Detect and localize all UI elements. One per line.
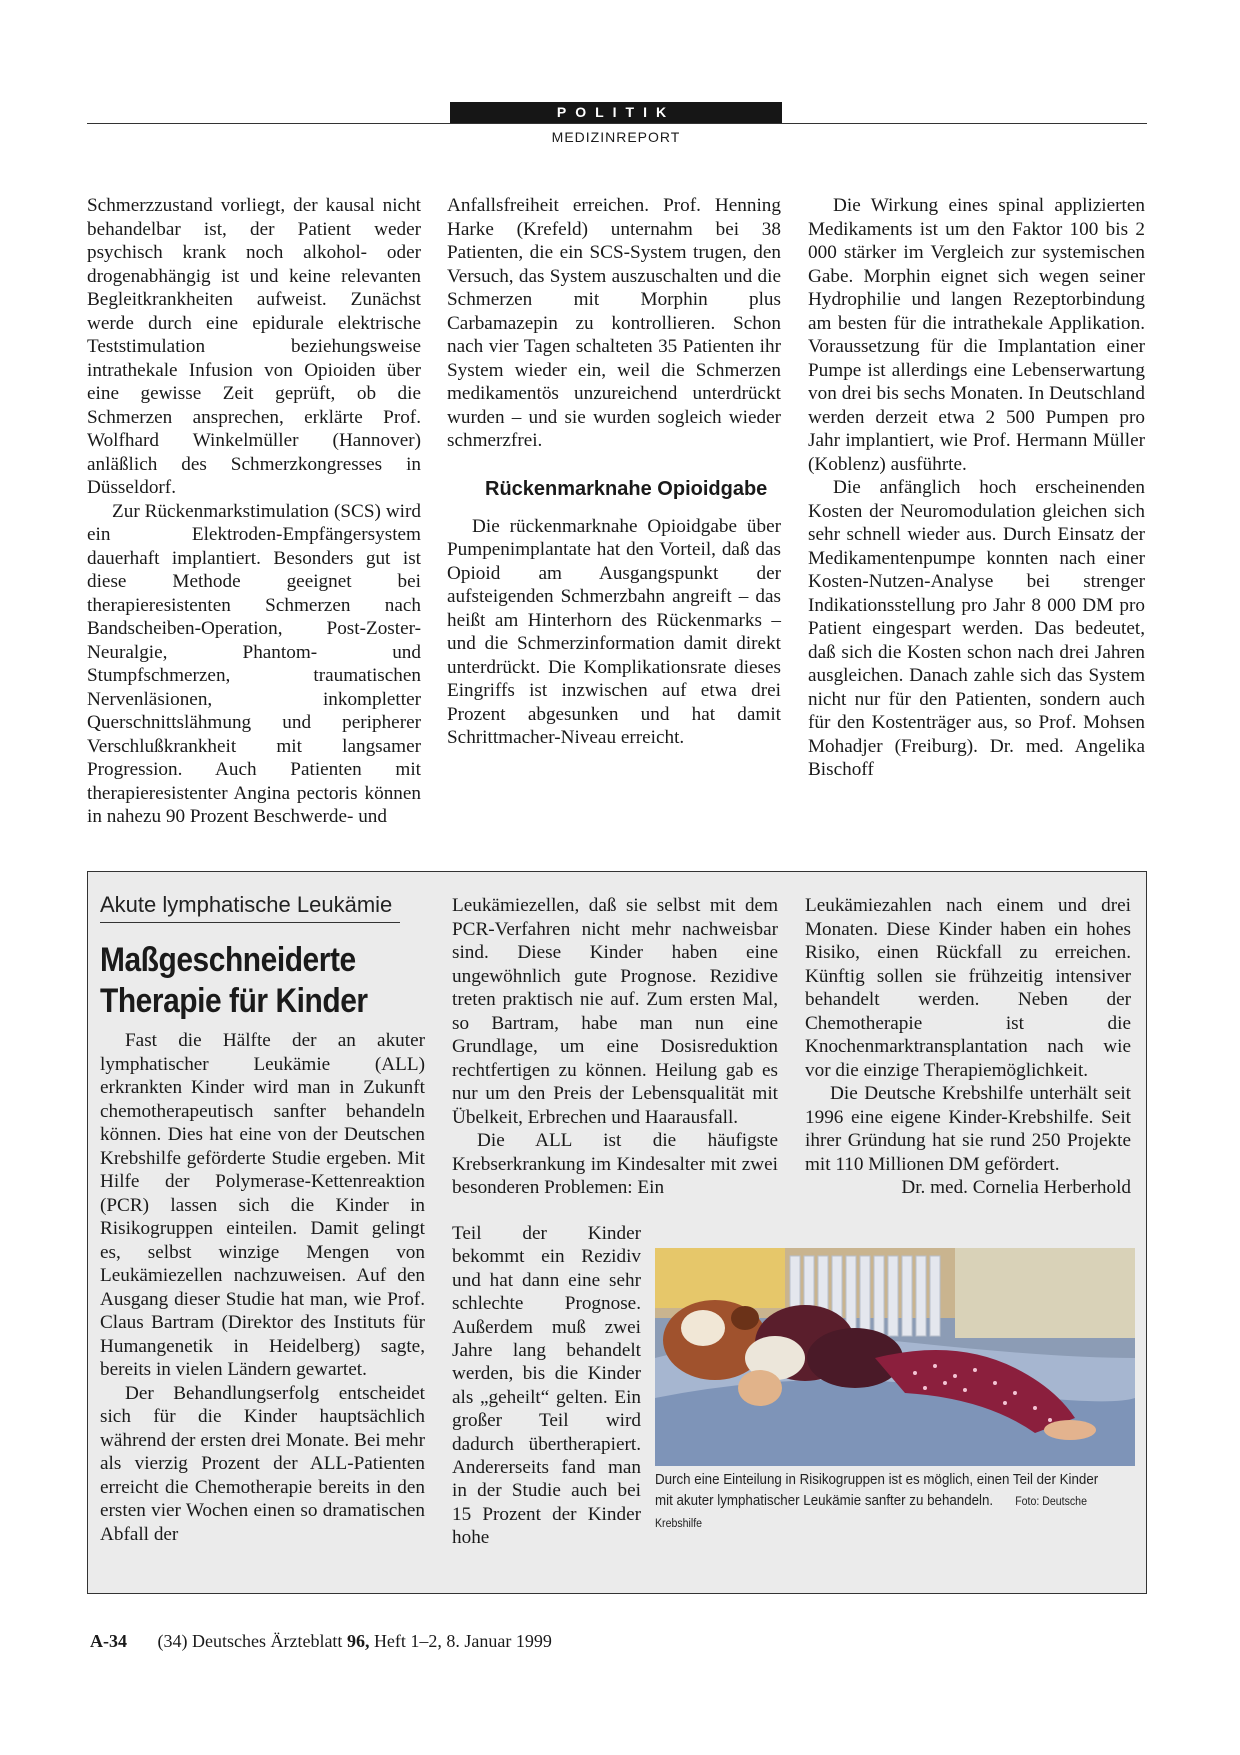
box-kicker: Akute lymphatische Leukämie <box>100 892 400 923</box>
box-headline <box>100 940 390 1022</box>
box-column-2 <box>452 894 778 1200</box>
paragraph: Der Behandlungserfolg entscheidet sich für die Kinder hauptsächlich während der ersten drei Monate. Bei mehr als vierzig Prozent der ALL-Patienten erreicht die Chemotherapie bereits in den ersten vier Wochen einen so dramatischen Abfall der <box>100 1382 425 1545</box>
box-column-2-narrow <box>452 1222 641 1550</box>
photo-credit: Foto: Deutsche Krebshilfe <box>655 1496 1087 1530</box>
section-label: POLITIK <box>450 102 782 123</box>
paragraph: Die Wirkung eines spinal applizierten Medikaments ist um den Faktor 100 bis 2 000 stärker im Vergleich zur systemischen Gabe. Morphin eignet sich wegen seiner Hydrophilie und langen Rezeptorbindung am besten für die intrathekale Applikation. Voraussetzung für die Implantation einer Pumpe ist allerdings eine Lebenserwartung von drei bis sechs Monaten. In Deutschland werden derzeit etwa 2 500 Pumpen pro Jahr implantiert, wie Prof. Hermann Müller (Koblenz) ausführte. <box>808 195 1145 475</box>
paragraph: Leukämiezahlen nach einem und drei Monaten. Diese Kinder haben ein hohes Risiko, einen Rückfall zu erreichen. Künftig sollen sie frühzeitig intensiver behandelt werden. Neben der Chemotherapie ist die Knochenmarktransplantation nach wie vor die einzige Therapiemöglichkeit. <box>805 895 1131 1081</box>
footer-issue: Heft 1–2, 8. Januar 1999 <box>373 1631 552 1651</box>
subsection-label: MEDIZINREPORT <box>551 129 681 145</box>
headline-line: Maßgeschneiderte <box>100 941 356 979</box>
article-column-1 <box>87 194 421 829</box>
footer-journal: (34) Deutsches Ärzteblatt <box>157 1631 343 1651</box>
page-number: A-34 <box>90 1631 127 1651</box>
header-rule <box>87 123 1147 124</box>
caption-text: Durch eine Einteilung in Risikogruppen ist es möglich, einen Teil der Kinder mit akuter lymphatischer Leukämie sanfter zu behandeln. <box>655 1472 1099 1509</box>
photo-illustration <box>655 1248 1135 1466</box>
headline-line: Therapie für Kinder <box>100 982 368 1020</box>
paragraph: Schmerzzustand vorliegt, der kausal nicht behandelbar ist, der Patient weder psychisch krank noch alkohol- oder drogenabhängig ist und keine relevanten Begleitkrankheiten aufweist. Zunächst werde durch eine epidurale elektrische Teststimulation beziehungsweise intrathekale Infusion von Opioiden über eine gewisse Zeit geprüft, ob die Schmerzen ansprechen, erklärte Prof. Wolfhard Winkelmüller (Hannover) anläßlich des Schmerzkongresses in Düsseldorf. <box>87 195 421 498</box>
subheading: Rückenmarknahe Opioidgabe <box>485 477 768 500</box>
paragraph: Die Deutsche Krebshilfe unterhält seit 1996 eine eigene Kinder-Krebshilfe. Seit ihrer Gründung hat sie rund 250 Projekte mit 110 Millionen DM gefördert. <box>805 1083 1131 1175</box>
page-footer <box>90 1631 552 1652</box>
paragraph: Teil der Kinder bekommt ein Rezidiv und hat dann eine sehr schlechte Prognose. Außerdem muß zwei Jahre lang behandelt werden, bis die Kinder als „geheilt“ gelten. Ein großer Teil wird dadurch übertherapiert. Andererseits fand man in der Studie auch bei 15 Prozent der Kinder hohe <box>452 1223 641 1549</box>
signature: Dr. med. Cornelia Herberhold <box>901 1177 1131 1198</box>
photo-sleeping-child <box>655 1248 1135 1466</box>
footer-volume: 96, <box>346 1631 370 1651</box>
box-column-1 <box>100 1029 425 1546</box>
paragraph: Die anfänglich hoch erscheinenden Kosten der Neuromodulation gleichen sich sehr schnell wieder aus. Durch Einsatz der Medikamentenpumpe konnten nach einer Kosten-Nutzen-Analyse bei strenger Indikationsstellung pro Jahr 8 000 DM pro Patient eingespart werden. Das bedeutet, daß sich die Kosten schon nach drei Jahren ausgleichen. Danach zahle sich das System nicht nur für den Patienten, sondern auch für den Kostenträger aus, so Prof. Mohsen Mohadjer (Freiburg). Dr. med. Angelika Bischoff <box>808 477 1145 780</box>
paragraph: Zur Rückenmarkstimulation (SCS) wird ein Elektroden-Empfängersystem dauerhaft implantiert. Besonders gut ist diese Methode geeignet bei therapieresistenten Schmerzen nach Bandscheiben-Operation, Post-Zoster-Neuralgie, Phantom- und Stumpfschmerzen, traumatischen Nervenläsionen, inkompletter Querschnittslähmung und peripherer Verschlußkrankheit mit langsamer Progression. Auch Patienten mit therapieresistenter Angina pectoris können in nahezu 90 Prozent Beschwerde- und <box>87 500 421 827</box>
photo-caption <box>655 1470 1098 1535</box>
box-column-3 <box>805 894 1131 1200</box>
article-column-2 <box>447 194 781 750</box>
paragraph: Fast die Hälfte der an akuter lymphatischer Leukämie (ALL) erkrankten Kinder wird man in Zukunft chemotherapeutisch sanfter behandeln können. Dies hat eine von der Deutschen Krebshilfe geförderte Studie ergeben. Mit Hilfe der Polymerase-Kettenreaktion (PCR) lassen sich die Kinder in Risikogruppen einteilen. Damit gelingt es, selbst winzige Mengen von Leukämiezellen nachzuweisen. Auf den Ausgang dieser Studie hat man, wie Prof. Claus Bartram (Direktor des Instituts für Humangenetik in Heidelberg) sagte, bereits in vielen Ländern gewartet. <box>100 1030 425 1380</box>
article-column-3 <box>808 194 1145 782</box>
paragraph: Leukämiezellen, daß sie selbst mit dem PCR-Verfahren nicht mehr nachweisbar sind. Diese Kinder haben eine ungewöhnlich gute Prognose. Rezidive treten praktisch nie auf. Zum ersten Mal, so Bartram, habe man nun eine Grundlage, um eine Dosisreduktion rechtfertigen zu können. Heilung gab es nur um den Preis der Lebensqualität mit Übelkeit, Erbrechen und Haarausfall. <box>452 895 778 1128</box>
paragraph: Anfallsfreiheit erreichen. Prof. Henning Harke (Krefeld) unternahm bei 38 Patienten, die ein SCS-System trugen, den Versuch, das System auszuschalten und die Schmerzen mit Morphin plus Carbamazepin zu kontrollieren. Schon nach vier Tagen schalteten 35 Patienten ihr System wieder ein, weil die Schmerzen medikamentös unzureichend unterdrückt wurden – und sie wurden sogleich wieder schmerzfrei. <box>447 195 781 451</box>
paragraph: Die rückenmarknahe Opioidgabe über Pumpenimplantate hat den Vorteil, daß das Opioid am Ausgangspunkt der aufsteigenden Schmerzbahn angreift – das heißt am Hinterhorn des Rückenmarks – und die Schmerzinformation damit direkt unterdrückt. Die Komplikationsrate dieses Eingriffs ist inzwischen auf etwa drei Prozent abgesunken und hat damit Schrittmacher-Niveau erreicht. <box>447 515 781 748</box>
paragraph: Die ALL ist die häufigste Krebserkrankung im Kindesalter mit zwei besonderen Problemen: Ein <box>452 1130 778 1198</box>
